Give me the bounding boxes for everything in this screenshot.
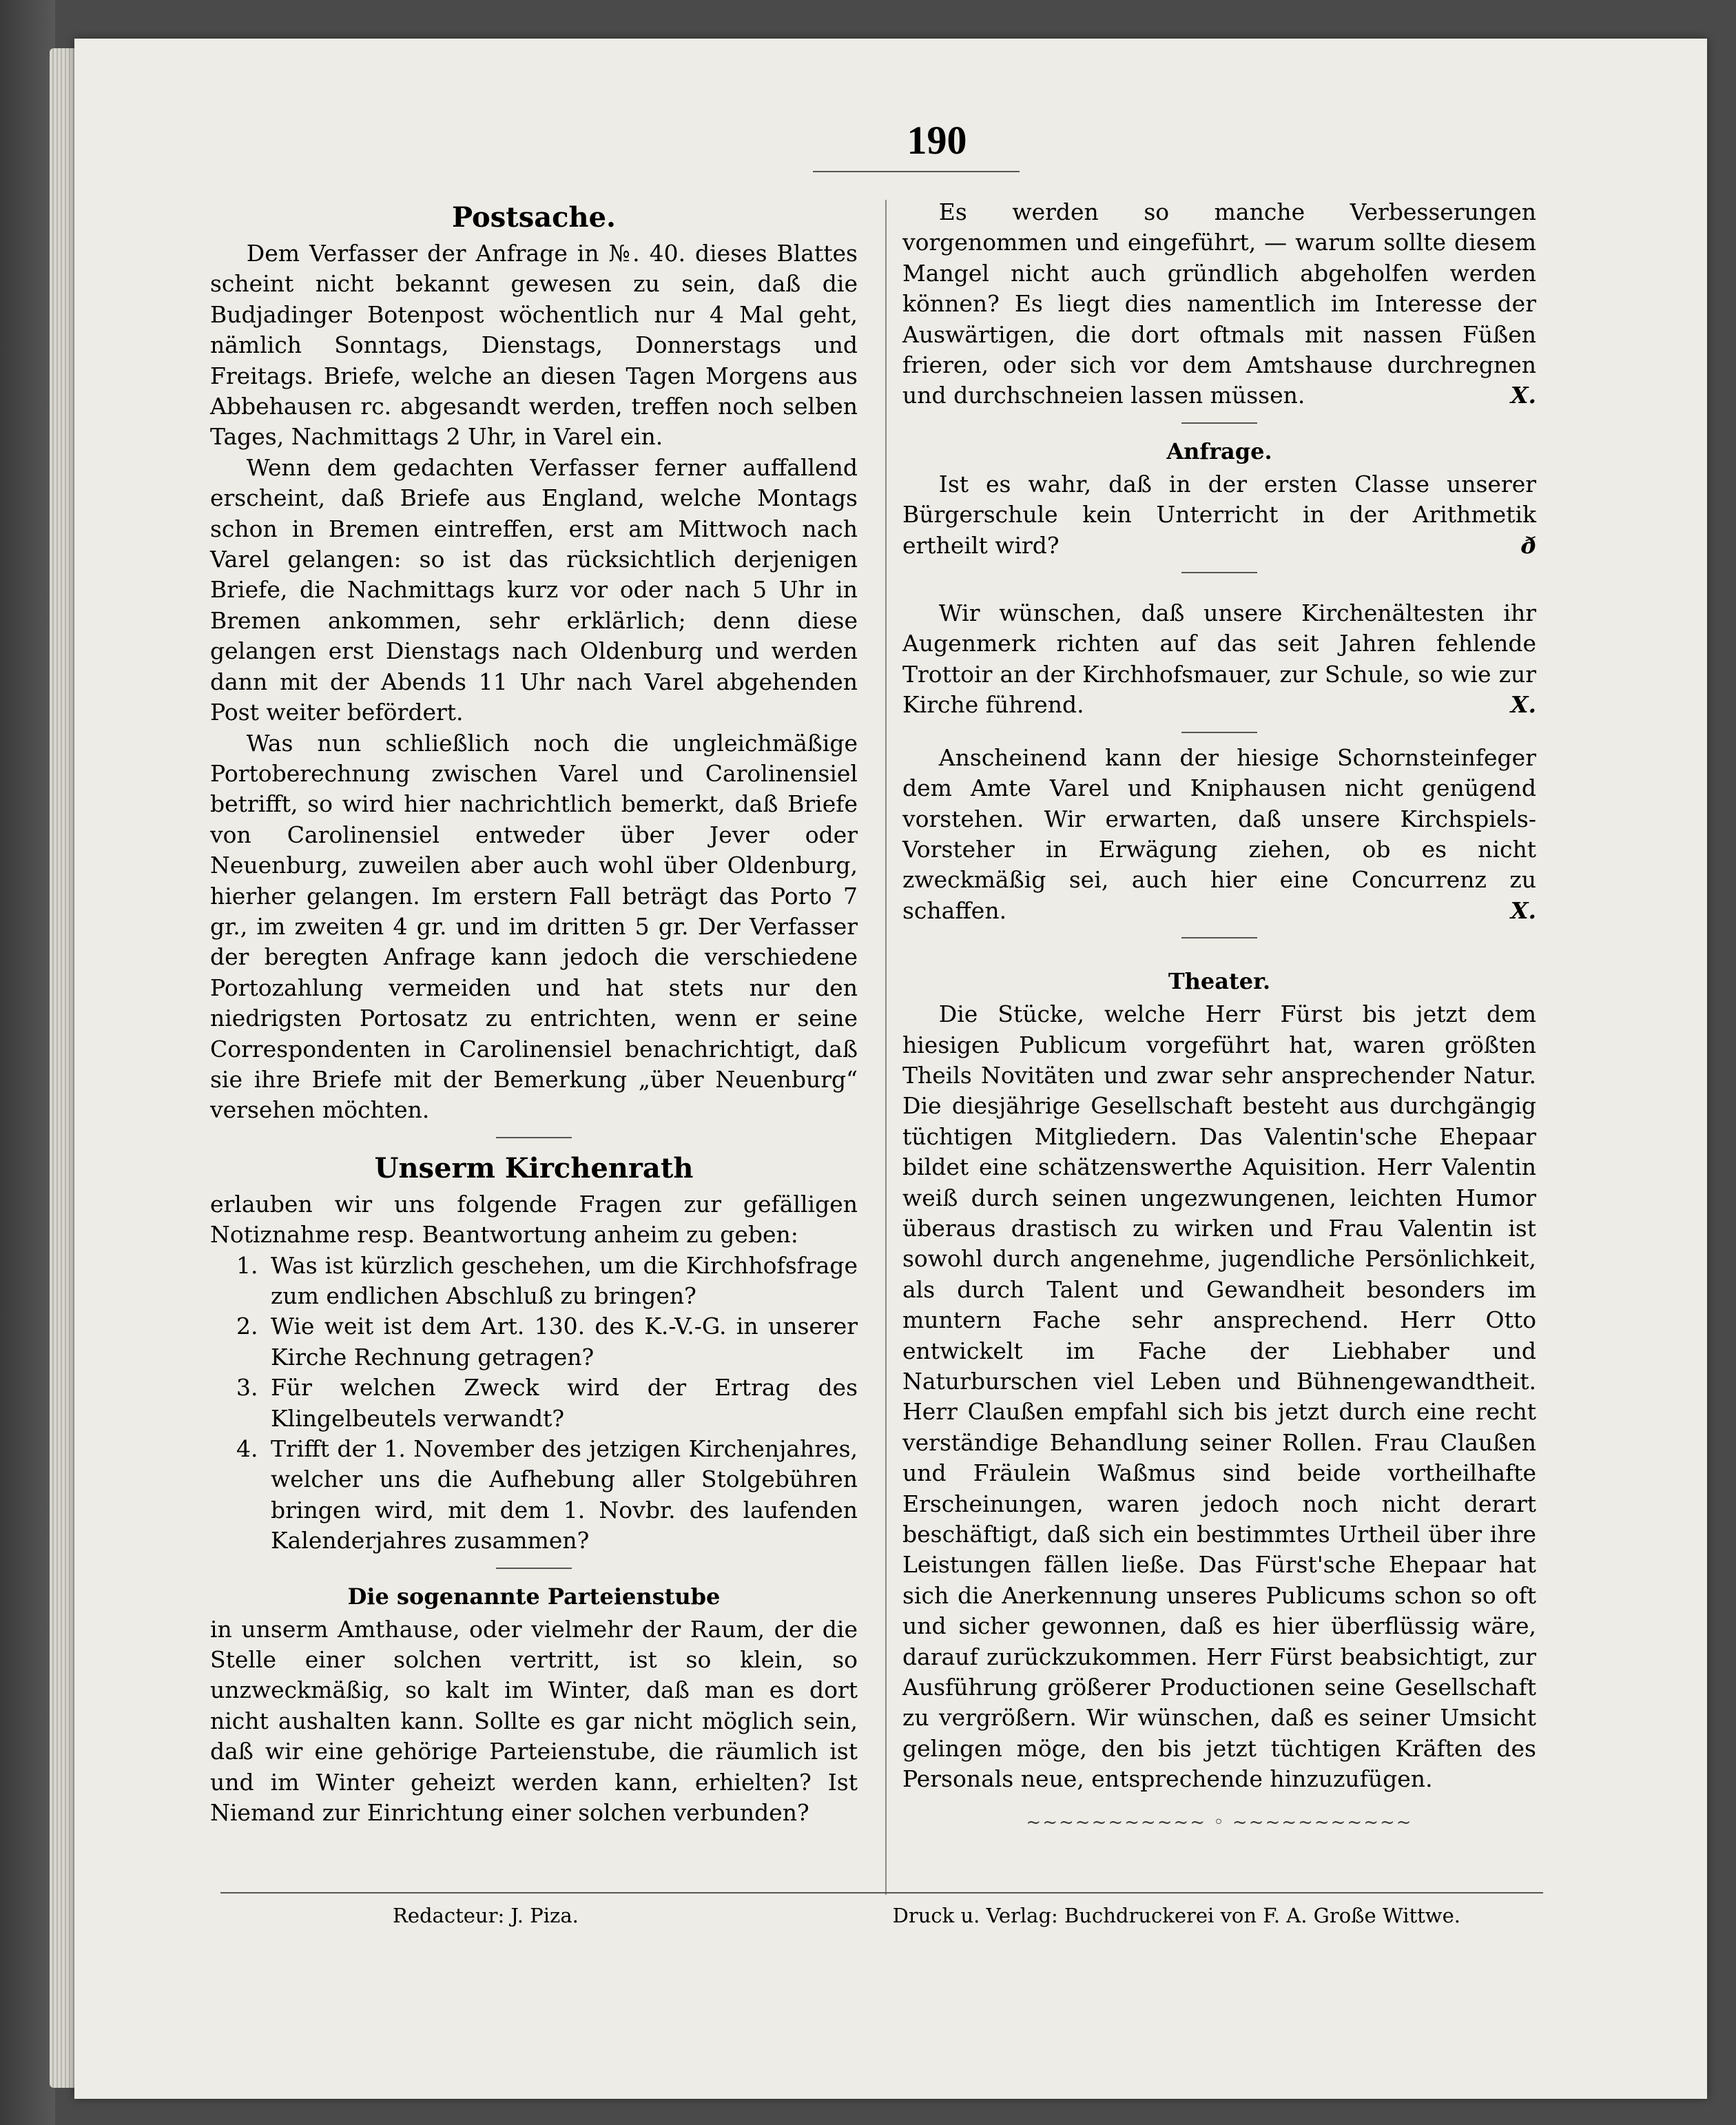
left-column — [210, 197, 858, 1829]
page-number: 190 — [907, 118, 967, 163]
column-divider — [885, 200, 887, 1895]
end-flourish-ornament: ~~~~~~~~~~~ ◦ ~~~~~~~~~~~ — [1026, 1811, 1413, 1833]
article-separator — [496, 1568, 572, 1569]
list-item: 4. Trifft der 1. November des jetzigen Kirchenjahres, welcher uns die Aufhebung aller Stolgebühren bringen wird, mit dem 1. Novbr. des laufenden Kalenderjahres zusammen? — [265, 1434, 858, 1557]
article-separator — [1181, 937, 1257, 938]
article-postsache — [210, 197, 858, 1126]
article-anfrage — [902, 433, 1536, 561]
question-list — [210, 1251, 858, 1557]
article-continuation — [902, 197, 1536, 411]
scanner-background — [0, 0, 55, 2125]
paragraph-text: Ist es wahr, daß in der ersten Classe unserer Bürgerschule kein Unterricht in der Arithmetik ertheilt wird? — [902, 470, 1536, 559]
signature: X. — [1510, 382, 1536, 409]
article-title-postsache: Postsache. — [452, 201, 616, 234]
list-item: 1. Was ist kürzlich geschehen, um die Kirchhofsfrage zum endlichen Abschluß zu bringen? — [265, 1251, 858, 1312]
article-kirchenaeltesten — [902, 598, 1536, 721]
list-item: 3. Für welchen Zweck wird der Ertrag des Klingelbeutels verwandt? — [265, 1373, 858, 1434]
imprint-footer — [220, 1902, 1543, 1929]
editor-credit: Redacteur: J. Piza. — [393, 1904, 579, 1927]
article-paragraph — [902, 469, 1536, 561]
article-separator — [1181, 732, 1257, 733]
article-schornsteinfeger — [902, 743, 1536, 926]
article-title-parteienstube: Die sogenannte Parteienstube — [347, 1583, 721, 1610]
article-paragraph: Die Stücke, welche Herr Fürst bis jetzt dem hiesigen Publicum vorgeführt hat, waren größten Theils Novitäten und zwar sehr ansprechender Natur. Die diesjährige Gesellschaft besteht aus durchgängig tüchtigen Mitgliedern. Das Valentin'sche Ehepaar bildet eine schätzenswerthe Aquisition. Herr Valentin weiß durch seinen ungezwungenen, leichten Humor überaus drastisch zu wirken und Frau Valentin ist sowohl durch angenehme, jugendliche Persönlichkeit, als durch Talent und Gewandheit besonders im muntern Fache sehr ansprechend. Herr Otto entwickelt im Fache der Liebhaber und Naturburschen viel Leben und Bühnengewandtheit. Herr Claußen empfahl sich bis jetzt durch eine recht verständige Behandlung seiner Rollen. Frau Claußen und Fräulein Waßmus sind beide vortheilhafte Erscheinungen, waren jedoch noch nicht derart beschäftigt, daß sich ein bestimmtes Urtheil über ihre Leistungen fällen ließe. Das Fürst'sche Ehepaar hat sich die Anerkennung unseres Publicums schon so oft und sicher gewonnen, daß es hier überflüssig wäre, darauf zurückzukommen. Herr Fürst beabsichtigt, zur Ausführung größerer Productionen seine Gesellschaft zu vergrößern. Wir wünschen, daß es seiner Umsicht gelingen möge, den bis jetzt tüchtigen Kräften des Personals neue, entsprechende hinzuzufügen. — [902, 1000, 1536, 1793]
list-item: 2. Wie weit ist dem Art. 130. des K.-V.-G. in unserer Kirche Rechnung getragen? — [265, 1311, 858, 1373]
printer-credit: Druck u. Verlag: Buchdruckerei von F. A. Große Wittwe. — [892, 1904, 1460, 1927]
article-paragraph — [902, 197, 1536, 411]
paragraph-text: Anscheinend kann der hiesige Schornsteinfeger dem Amte Varel und Kniphausen nicht genügend vorstehen. Wir erwarten, daß unsere Kirchspiels-Vorsteher in Erwägung ziehen, ob es nicht zweckmäßig sei, auch hier eine Concurrenz zu schaffen. — [902, 743, 1536, 924]
signature: X. — [1510, 896, 1536, 924]
article-paragraph — [902, 598, 1536, 721]
paragraph-text: Es werden so manche Verbesserungen vorgenommen und eingeführt, — warum sollte diesem Mangel nicht auch gründlich abgeholfen werden können? Es liegt dies namentlich im Interesse der Auswärtigen, die dort oftmals mit nassen Füßen frieren, oder sich vor dem Amtshause durchregnen und durchschneien lassen müssen. — [902, 198, 1536, 409]
article-theater — [902, 963, 1536, 1795]
article-separator — [1181, 572, 1257, 573]
paragraph-text: Wir wünschen, daß unsere Kirchenältesten ihr Augenmerk richten auf das seit Jahren fehlende Trottoir an der Kirchhofsmauer, zur Schule, so wie zur Kirche führend. — [902, 599, 1536, 719]
article-paragraph: Wenn dem gedachten Verfasser ferner auffallend erscheint, daß Briefe aus England, welche Montags schon in Bremen eintreffen, erst am Mittwoch nach Varel gelangen: so ist das rücksichtlich derjenigen Briefe, die Nachmittags kurz vor oder nach 5 Uhr in Bremen ankommen, sehr erklärlich; denn diese gelangen erst Dienstags nach Oldenburg und werden dann mit der Abends 11 Uhr nach Varel abgehenden Post weiter befördert. — [210, 453, 858, 726]
article-paragraph — [902, 743, 1536, 926]
article-separator — [1181, 422, 1257, 424]
article-paragraph: Dem Verfasser der Anfrage in №. 40. dieses Blattes scheint nicht bekannt gewesen zu sein, daß die Budjadinger Botenpost wöchentlich nur 4 Mal geht, nämlich Sonntags, Dienstags, Donnerstags und Freitags. Briefe, welche an diesen Tagen Morgens aus Abbehausen rc. abgesandt werden, treffen noch selben Tages, Nachmittags 2 Uhr, in Varel ein. — [210, 240, 858, 451]
signature: X. — [1510, 691, 1536, 719]
article-title-anfrage: Anfrage. — [1166, 438, 1272, 464]
footer-rule — [220, 1892, 1543, 1893]
article-parteienstube — [210, 1579, 858, 1829]
article-intro: erlauben wir uns folgende Fragen zur gefälligen Notiznahme resp. Beantwortung anheim zu geben: — [210, 1190, 858, 1249]
article-title-theater: Theater. — [1168, 968, 1271, 995]
page-number-rule — [813, 171, 1020, 172]
signature: ð — [1520, 531, 1536, 559]
article-title-kirchenrath: Unserm Kirchenrath — [374, 1151, 694, 1184]
article-paragraph: Was nun schließlich noch die ungleichmäßige Portoberechnung zwischen Varel und Carolinensiel betrifft, so wird hier nachrichtlich bemerkt, daß Briefe von Carolinensiel entweder über Jever oder Neuenburg, zuweilen aber auch wohl über Oldenburg, hierher gelangen. Im erstern Fall beträgt das Porto 7 gr., im zweiten 4 gr. und im dritten 5 gr. Der Verfasser der beregten Anfrage kann jedoch die verschiedene Portozahlung vermeiden und hat stets nur den niedrigsten Portosatz zu entrichten, wenn er seine Correspondenten in Carolinensiel benachrichtigt, daß sie ihre Briefe mit der Bemerkung „über Neuenburg“ versehen möchten. — [210, 729, 858, 1124]
right-column — [902, 197, 1536, 1838]
article-paragraph: in unserm Amthause, oder vielmehr der Raum, der die Stelle einer solchen vertritt, ist so klein, so unzweckmäßig, so kalt im Winter, daß man es dort nicht aushalten kann. Sollte es gar nicht möglich sein, daß wir eine gehörige Parteienstube, die räumlich ist und im Winter geheizt werden kann, erhielten? Ist Niemand zur Einrichtung einer solchen verbunden? — [210, 1615, 858, 1827]
article-separator — [496, 1137, 572, 1138]
article-kirchenrath — [210, 1148, 858, 1557]
